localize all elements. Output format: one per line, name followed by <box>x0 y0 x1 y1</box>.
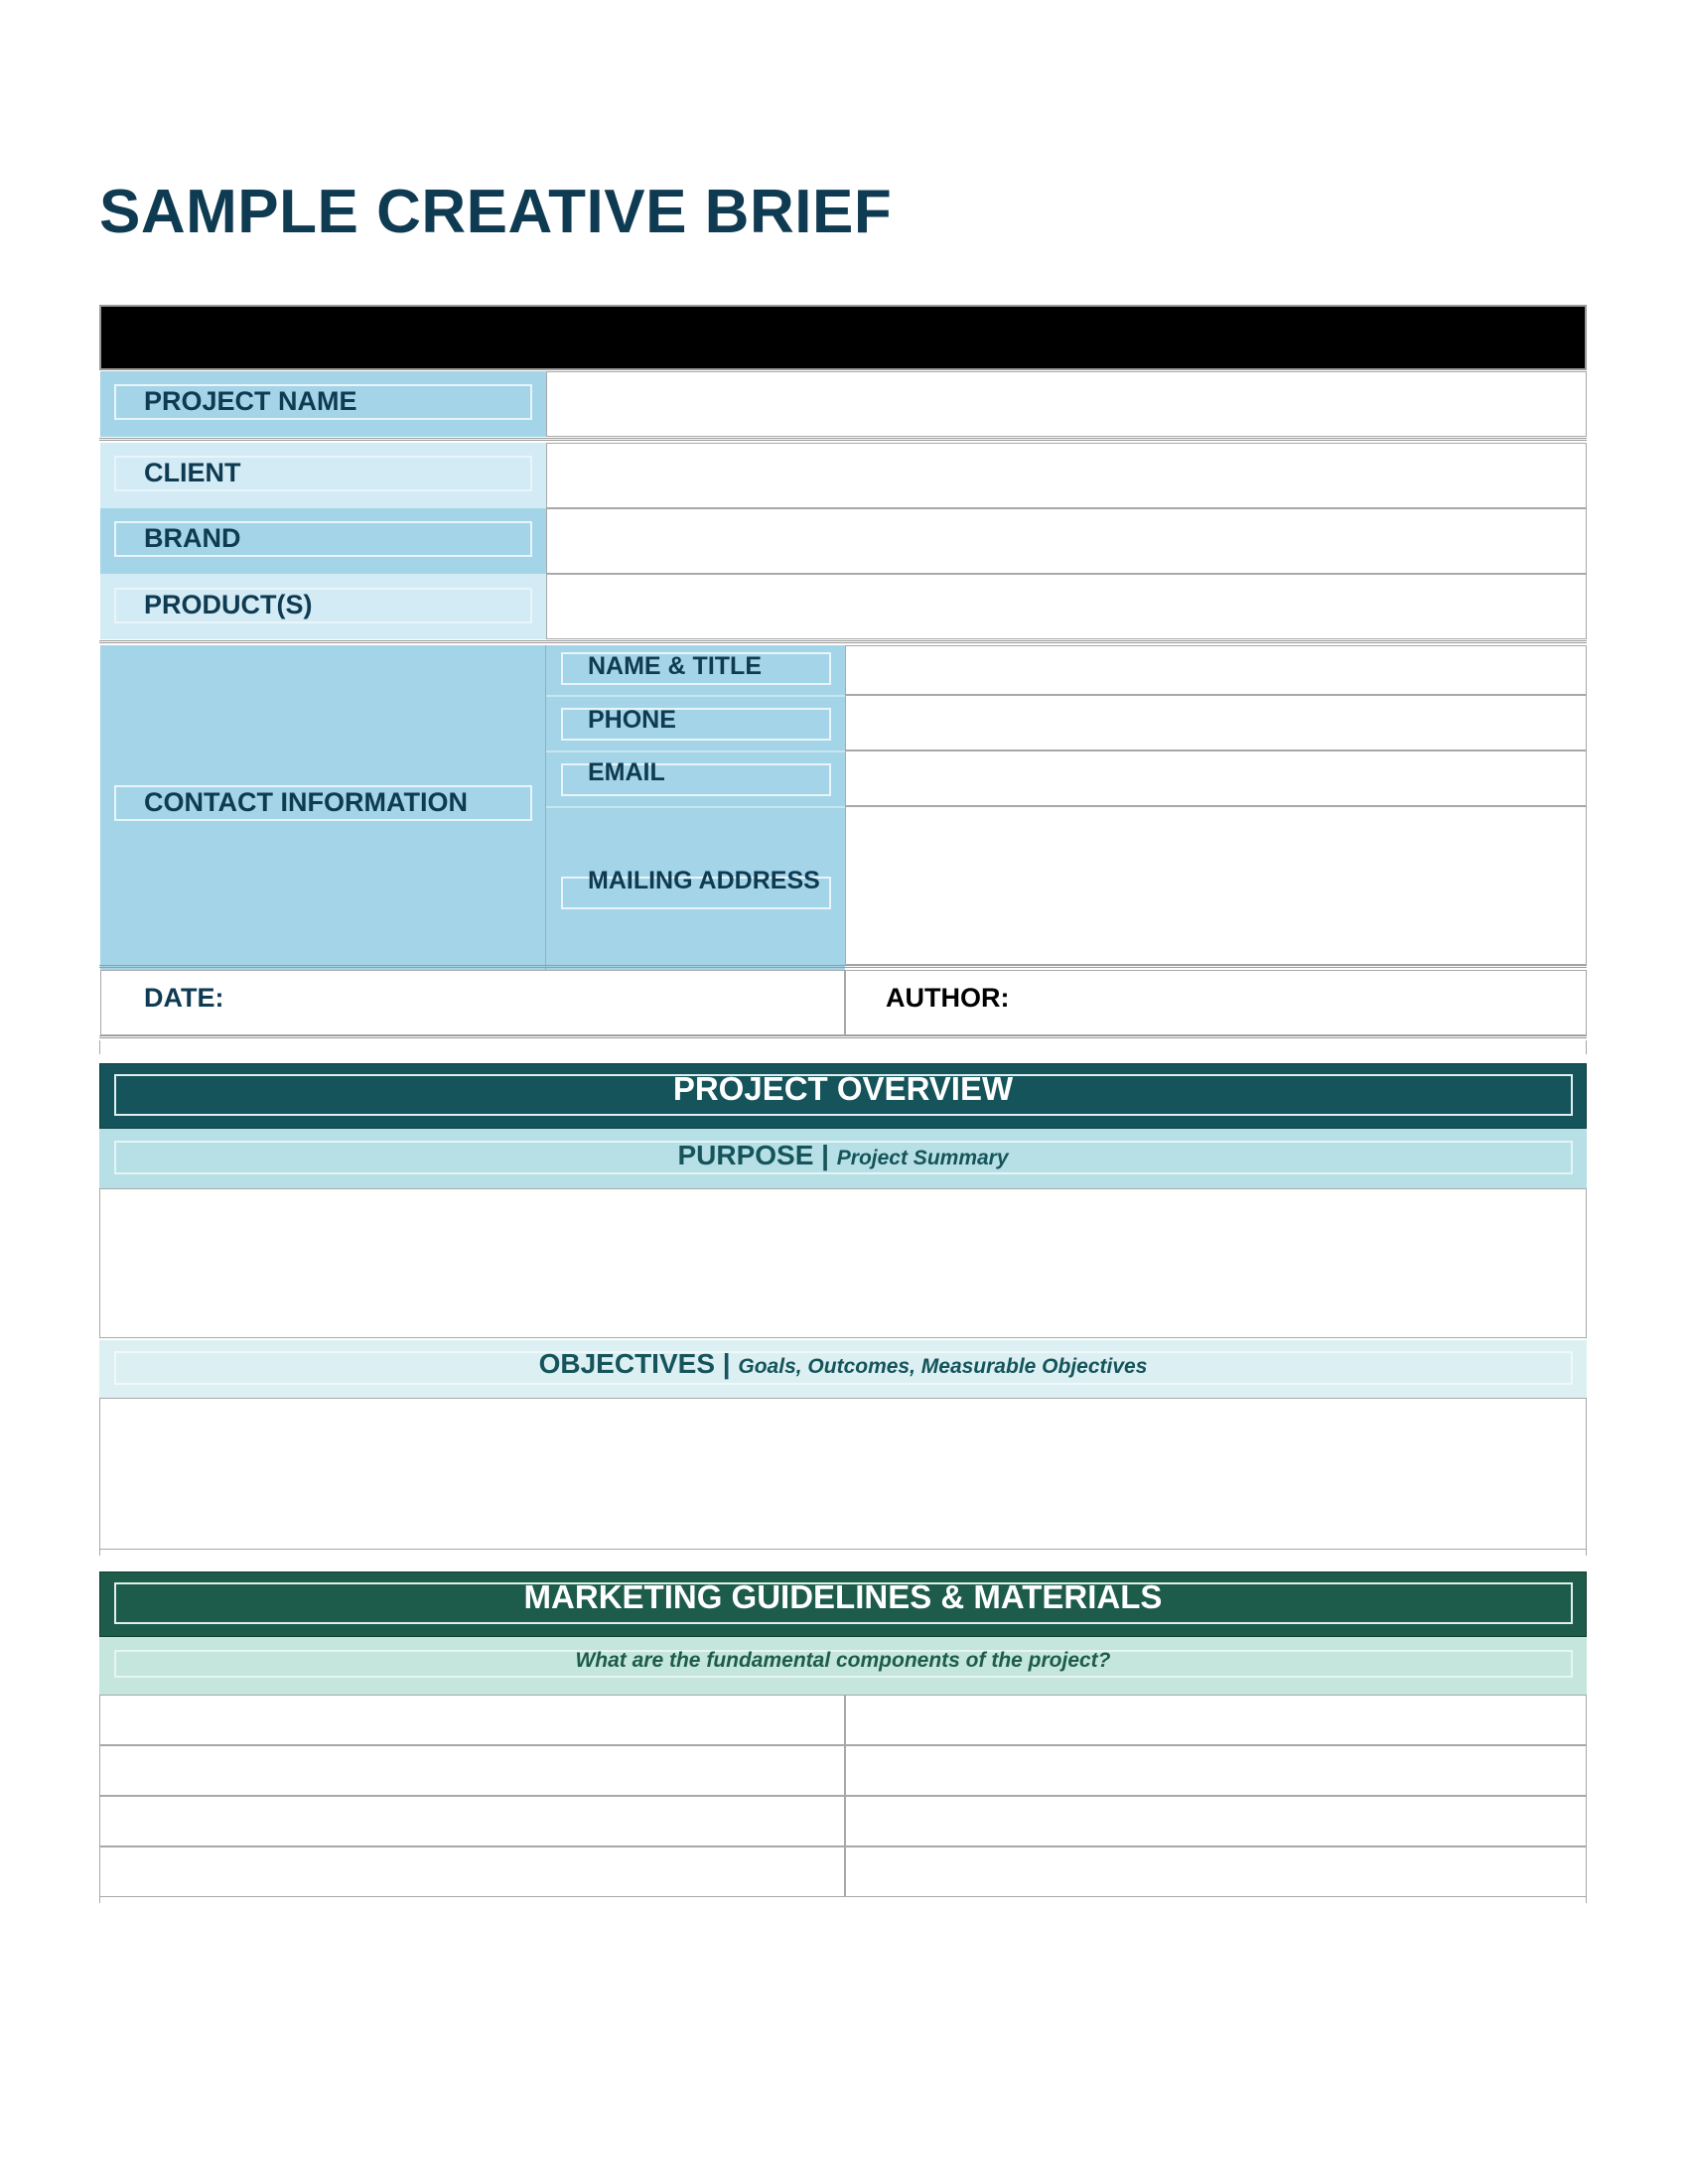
mailing-address-label: MAILING ADDRESS <box>588 867 820 894</box>
author-label: AUTHOR: <box>886 983 1010 1013</box>
project-name-field[interactable] <box>546 371 1587 437</box>
objectives-label: OBJECTIVES | <box>538 1348 731 1379</box>
contact-label: CONTACT INFORMATION <box>144 787 468 817</box>
sublabel-divider <box>546 695 845 697</box>
products-field[interactable] <box>546 574 1587 639</box>
marketing-cell[interactable] <box>845 1846 1587 1897</box>
client-label: CLIENT <box>144 458 241 487</box>
phone-field[interactable] <box>845 695 1587 751</box>
name-title-field[interactable] <box>845 645 1587 695</box>
marketing-cell[interactable] <box>99 1846 845 1897</box>
marketing-cell[interactable] <box>99 1745 845 1796</box>
email-field[interactable] <box>845 751 1587 806</box>
header-bar <box>99 305 1587 370</box>
brand-label: BRAND <box>144 523 241 553</box>
client-field[interactable] <box>546 443 1587 508</box>
purpose-hint: Project Summary <box>836 1147 1009 1169</box>
divider <box>99 438 1587 441</box>
purpose-text-area[interactable] <box>99 1188 1587 1338</box>
mailing-address-field[interactable] <box>845 806 1587 965</box>
purpose-heading <box>99 1140 1587 1171</box>
marketing-cell[interactable] <box>845 1745 1587 1796</box>
marketing-cell[interactable] <box>845 1796 1587 1846</box>
sublabel-divider <box>546 806 845 808</box>
project-overview-heading: PROJECT OVERVIEW <box>672 1070 1014 1107</box>
divider <box>99 640 1587 643</box>
sublabel-divider <box>546 751 845 752</box>
phone-label: PHONE <box>588 706 676 734</box>
objectives-text-area[interactable] <box>99 1398 1587 1550</box>
document-title: SAMPLE CREATIVE BRIEF <box>99 178 893 246</box>
objectives-heading <box>99 1348 1587 1380</box>
marketing-cell[interactable] <box>99 1695 845 1745</box>
products-label: PRODUCT(S) <box>144 590 313 619</box>
table-bottom-edge <box>99 1897 1587 1903</box>
marketing-heading: MARKETING GUIDELINES & MATERIALS <box>523 1578 1163 1615</box>
project-name-label: PROJECT NAME <box>144 386 357 416</box>
name-title-label: NAME & TITLE <box>588 652 762 680</box>
spacer-row <box>99 1550 1587 1556</box>
objectives-hint: Goals, Outcomes, Measurable Objectives <box>738 1355 1148 1378</box>
brand-field[interactable] <box>546 508 1587 574</box>
marketing-question <box>99 1649 1587 1673</box>
spacer-row <box>99 1040 1587 1054</box>
divider <box>99 965 1587 968</box>
marketing-cell[interactable] <box>99 1796 845 1846</box>
purpose-label: PURPOSE | <box>677 1140 829 1170</box>
marketing-cell[interactable] <box>845 1695 1587 1745</box>
divider <box>99 1035 1587 1038</box>
date-label: DATE: <box>144 983 224 1013</box>
marketing-question-text: What are the fundamental components of the project? <box>575 1649 1111 1672</box>
email-label: EMAIL <box>588 758 665 786</box>
